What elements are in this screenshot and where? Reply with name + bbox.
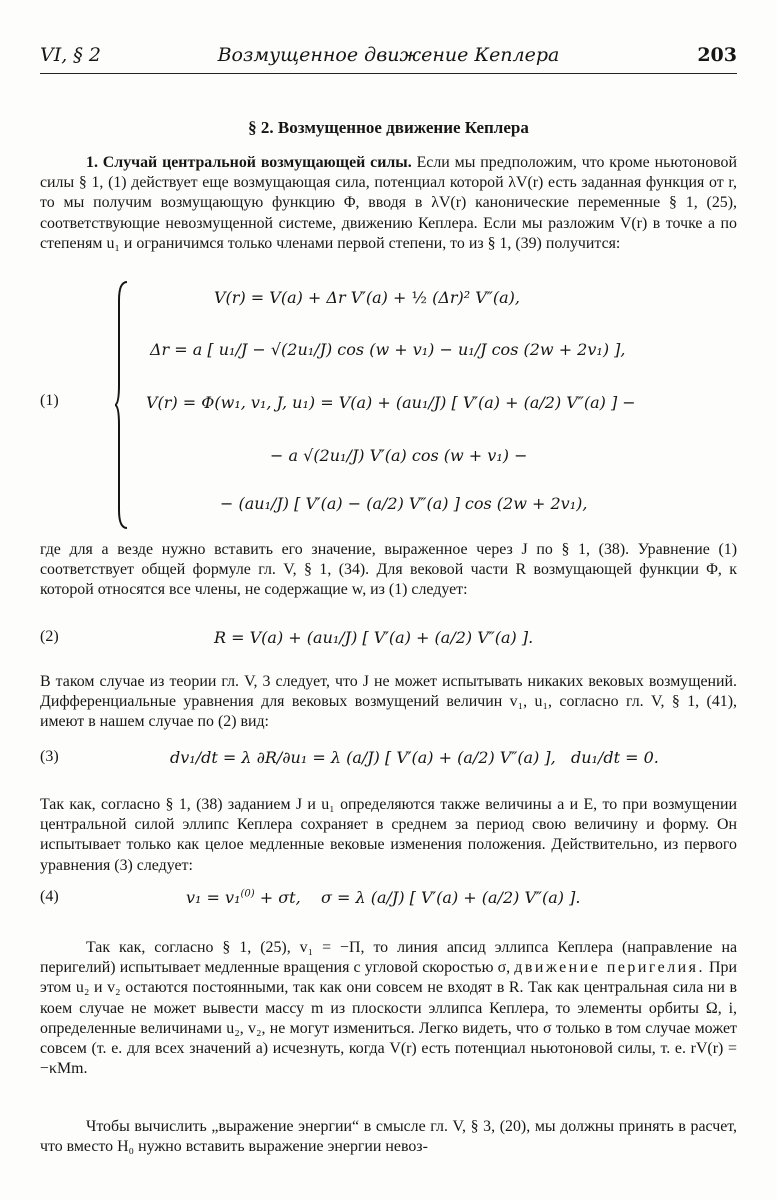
equation-1-label: (1) — [40, 392, 59, 409]
equation-4: v₁ = v₁$^{(0)}$ + σt, σ = λ (a/J) [ V′(a) + (a/2) V″(a) ]. — [186, 888, 581, 907]
paragraph-1-heading: 1. Случай центральной возмущающей силы. — [86, 154, 412, 171]
paragraph-1 — [40, 153, 737, 254]
equation-2-label: (2) — [40, 628, 59, 645]
header-rule — [40, 73, 737, 74]
paragraph-6: Чтобы вычислить „выражение энергии“ в смысле гл. V, § 3, (20), мы должны принять в расчет, что вместо H₀ нужно вставить выражение энергии невоз- — [40, 1118, 737, 1156]
page-number: 203 — [697, 44, 737, 66]
equation-1-line-1: V(r) = V(a) + Δr V′(a) + ½ (Δr)² V″(a), — [214, 288, 520, 307]
paragraph-1-body: Если мы предположим, что кроме ньютоновой силы § 1, (1) действует еще возмущающая сила, потенциал которой λV(r) есть заданная функция от r, то мы получим возмущающую функцию Φ, вводя в λV(r) канонические переменные § 1, (25), соответствующие невозмущенной системе, движению Кеплера. Если мы разложим V(r) в точке a по степеням u₁ и ограничимся только членами первой степени, то из § 1, (39) получится: — [40, 154, 737, 252]
equation-3-label: (3) — [40, 748, 59, 765]
paragraph-2: где для a везде нужно вставить его значение, выраженное через J по § 1, (38). Уравнение (1) соответствует общей формуле гл. V, § 1, (34). Для вековой части R возмущающей функции Φ, к которой относятся все члены, не содержащие w, из (1) следует: — [40, 541, 737, 599]
equation-1-line-3: V(r) = Φ(w₁, v₁, J, u₁) = V(a) + (au₁/J) [ V′(a) + (a/2) V″(a) ] − — [146, 393, 636, 412]
equation-1-line-4: − a √(2u₁/J) V′(a) cos (w + v₁) − — [270, 446, 528, 465]
section-title: § 2. Возмущенное движение Кеплера — [248, 118, 529, 137]
paragraph-5 — [40, 938, 737, 1079]
equation-1-line-5: − (au₁/J) [ V′(a) − (a/2) V″(a) ] cos (2w + 2v₁), — [220, 494, 588, 513]
equation-4-label: (4) — [40, 888, 59, 905]
paragraph-5-emphasis: движение перигелия. — [514, 959, 705, 977]
equation-3: dv₁/dt = λ ∂R/∂u₁ = λ (a/J) [ V′(a) + (a/2) V″(a) ], du₁/dt = 0. — [170, 748, 659, 767]
paragraph-5-part-a: Так как, согласно § 1, (25), v₁ = −Π, то линия апсид эллипса Кеплера (направление на перигелий) испытывает медленные вращения с угловой скоростью σ, — [40, 939, 737, 977]
header-title: Возмущенное движение Кеплера — [217, 44, 560, 66]
equation-2: R = V(a) + (au₁/J) [ V′(a) + (a/2) V″(a) ]. — [214, 628, 534, 647]
running-header — [40, 44, 737, 72]
paragraph-4: Так как, согласно § 1, (38) заданием J и u₁ определяются также величины a и E, то при возмущении центральной силой эллипс Кеплера сохраняет в среднем за период свою величину и форму. Он испытывает только как целое медленные вековые изменения положения. Действительно, из первого уравнения (3) следует: — [40, 796, 737, 874]
equation-1-line-2: Δr = a [ u₁/J − √(2u₁/J) cos (w + v₁) − u₁/J cos (2w + 2v₁) ], — [150, 340, 626, 359]
paragraph-5-part-b: При этом u₂ и v₂ остаются постоянными, так как они совсем не входят в R. Так как центральная сила ни в коем случае не может вывести массу m из плоскости эллипса Кеплера, то элементы орбиты Ω, i, определенные величинами u₂, v₂, не могут измениться. Легко видеть, что σ только в том случае может совсем (т. е. для всех значений a) исчезнуть, когда V(r) есть потенциал ньютоновой силы, т. е. rV(r) = −κMm. — [40, 959, 737, 1078]
paragraph-3: В таком случае из теории гл. V, 3 следует, что J не может испытывать никаких вековых возмущений. Дифференциальные уравнения для вековых возмущений величин v₁, u₁, согласно гл. V, § 1, (41), имеют в нашем случае по (2) вид: — [40, 673, 737, 731]
header-chapter-section: VI, § 2 — [40, 44, 101, 66]
system-brace — [115, 280, 129, 530]
